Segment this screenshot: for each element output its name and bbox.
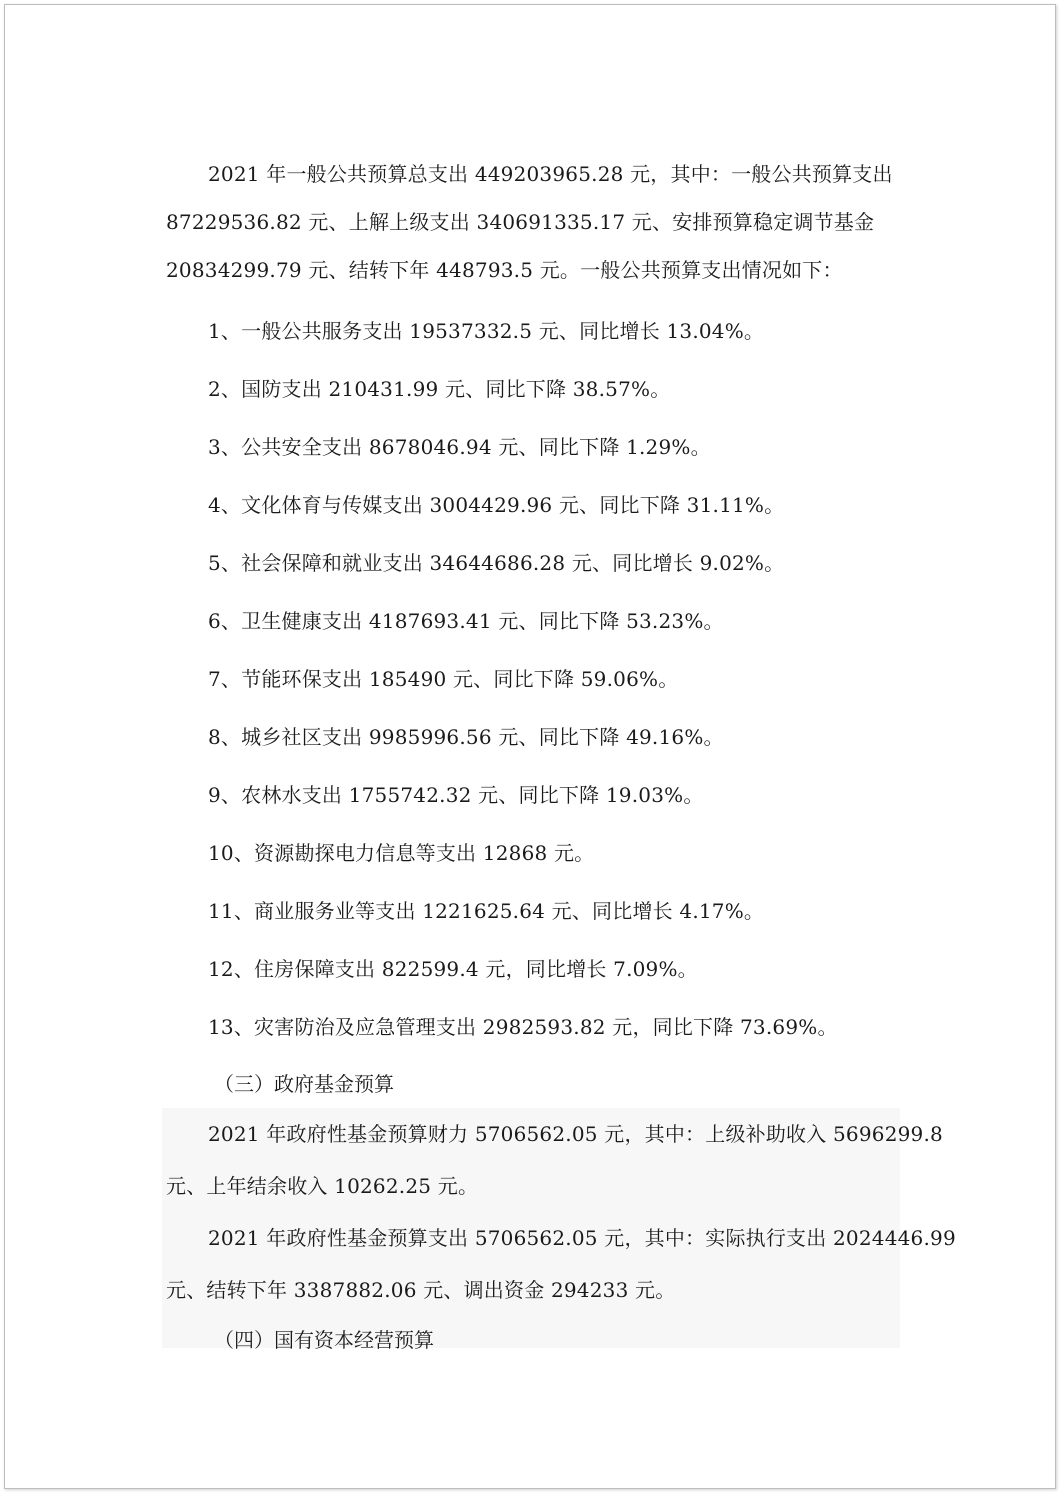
list-item: 8、城乡社区支出 9985996.56 元、同比下降 49.16%。	[208, 725, 724, 749]
list-item: 1、一般公共服务支出 19537332.5 元、同比增长 13.04%。	[208, 319, 765, 343]
list-item: 11、商业服务业等支出 1221625.64 元、同比增长 4.17%。	[208, 899, 765, 923]
paragraph-line: 2021 年一般公共预算总支出 449203965.28 元，其中：一般公共预算支出	[208, 162, 893, 186]
paragraph-line: 20834299.79 元、结转下年 448793.5 元。一般公共预算支出情况如下：	[166, 258, 843, 282]
list-item: 7、节能环保支出 185490 元、同比下降 59.06%。	[208, 667, 679, 691]
list-item: 3、公共安全支出 8678046.94 元、同比下降 1.29%。	[208, 435, 711, 459]
list-item: 13、灾害防治及应急管理支出 2982593.82 元，同比下降 73.69%。	[208, 1015, 838, 1039]
list-item: 9、农林水支出 1755742.32 元、同比下降 19.03%。	[208, 783, 704, 807]
list-item: 4、文化体育与传媒支出 3004429.96 元、同比下降 31.11%。	[208, 493, 785, 517]
list-item: 2、国防支出 210431.99 元、同比下降 38.57%。	[208, 377, 671, 401]
paragraph-line: 2021 年政府性基金预算财力 5706562.05 元，其中：上级补助收入 5696299.8	[208, 1122, 943, 1146]
expenditure-list	[166, 302, 898, 1056]
paragraph-line: 元、上年结余收入 10262.25 元。	[166, 1174, 479, 1198]
list-item: 5、社会保障和就业支出 34644686.28 元、同比增长 9.02%。	[208, 551, 785, 575]
section-heading: （三）政府基金预算	[214, 1072, 394, 1096]
paragraph-line: 87229536.82 元、上解上级支出 340691335.17 元、安排预算稳定调节基金	[166, 210, 875, 234]
fund-budget-section	[166, 1060, 956, 1364]
list-item: 6、卫生健康支出 4187693.41 元、同比下降 53.23%。	[208, 609, 724, 633]
list-item: 10、资源勘探电力信息等支出 12868 元。	[208, 841, 595, 865]
section-heading: （四）国有资本经营预算	[214, 1328, 434, 1352]
paragraph-line: 2021 年政府性基金预算支出 5706562.05 元，其中：实际执行支出 2024446.99	[208, 1226, 956, 1250]
document-body	[166, 150, 898, 1056]
list-item: 12、住房保障支出 822599.4 元，同比增长 7.09%。	[208, 957, 698, 981]
paragraph-line: 元、结转下年 3387882.06 元、调出资金 294233 元。	[166, 1278, 676, 1302]
